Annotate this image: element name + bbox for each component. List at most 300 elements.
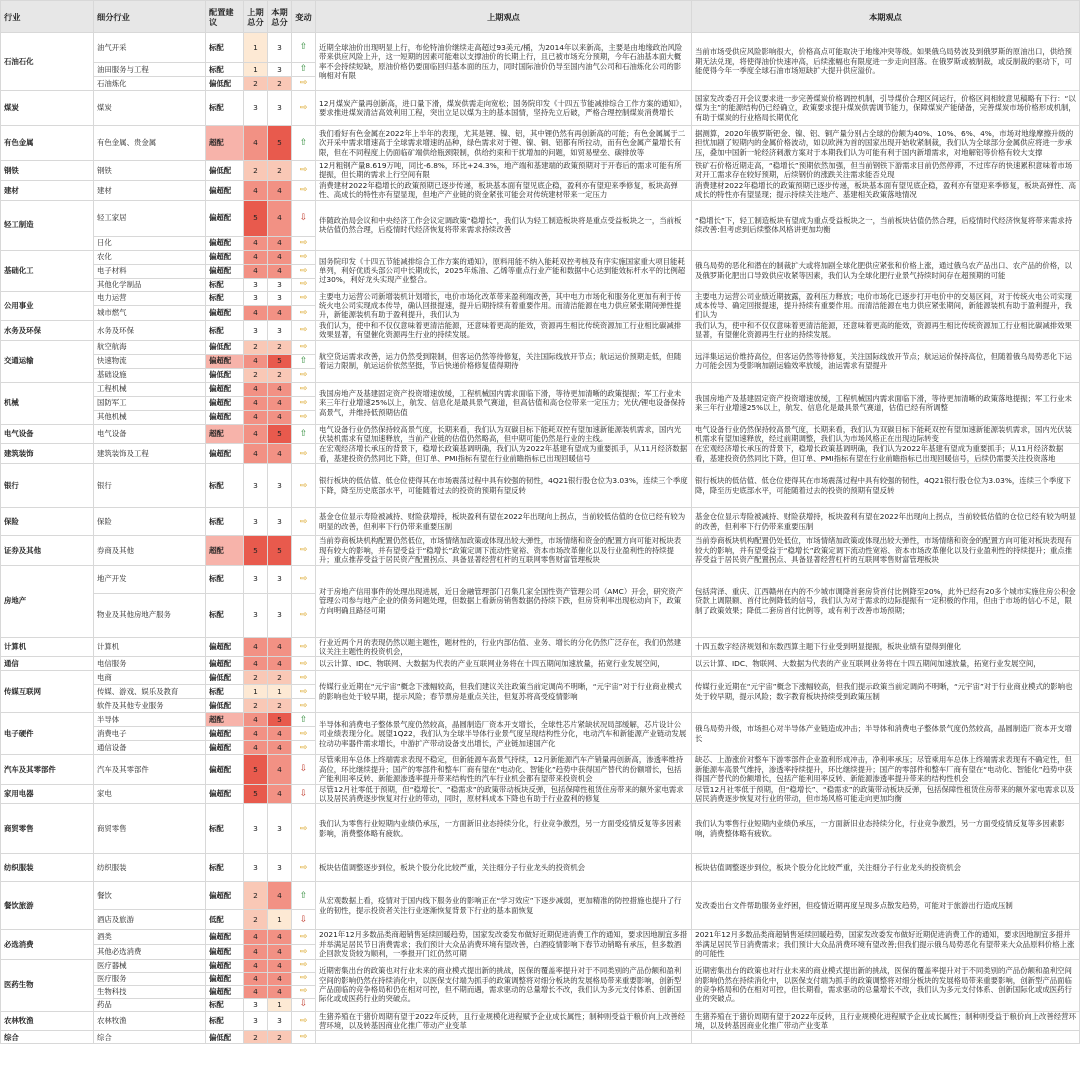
current-view-text: 远洋集运运价维持高位，但客运仍然等待修复，关注国际线放开节点；航运运价保持高位，但随着俄乌局势恶化下运力可能会因为受影响加剧运输效率放缓，油运需求有望提升 xyxy=(692,340,1080,382)
sub-industry-name: 油田服务与工程 xyxy=(94,63,206,77)
prev-total-score: 4 xyxy=(244,126,268,161)
sub-industry-name: 基础设施 xyxy=(94,368,206,382)
table-row xyxy=(1,755,1080,784)
prev-total-score: 2 xyxy=(244,699,268,713)
sub-industry-name: 航空航海 xyxy=(94,340,206,354)
change-eq-icon: ⇨ xyxy=(299,516,308,527)
sub-industry-name: 家电 xyxy=(94,784,206,804)
prev-total-score: 4 xyxy=(244,657,268,671)
current-view-text: 以云计算、IDC、物联网、大数据为代表的产业互联网业务将在十四五期间加速放量，拓宽行业发展空间， xyxy=(692,657,1080,671)
prev-total-score: 3 xyxy=(244,464,268,508)
current-view-text: 板块估值调整逐步到位，板块个股分化比较严重，关注细分子行业龙头的投资机会 xyxy=(692,854,1080,882)
industry-name: 有色金属 xyxy=(1,126,94,161)
previous-view-text: 生猪养殖在于猪价周期有望于2022年反转，且行业规模化进程赋予企业成长属性；制种则受益于粮价向上改善经营环境，以及转基因商业化推广带动产业变革 xyxy=(316,1011,692,1031)
allocation-advice: 偏超配 xyxy=(206,985,244,998)
sub-industry-name: 生物科技 xyxy=(94,985,206,998)
industry-name: 汽车及其零部件 xyxy=(1,755,94,784)
previous-view-text: 我们认为零售行业短期内业绩仍承压，一方面新旧业态持续分化，行业竞争激烈，另一方面受疫情反复等多因素影响，消费整体略有疲软。 xyxy=(316,804,692,854)
change-cell xyxy=(292,382,316,396)
change-eq-icon: ⇨ xyxy=(299,411,308,422)
header-cur-view: 本期观点 xyxy=(692,1,1080,33)
prev-total-score: 4 xyxy=(244,985,268,998)
change-up-icon: ⇧ xyxy=(299,890,308,901)
allocation-advice: 超配 xyxy=(206,713,244,727)
allocation-advice: 标配 xyxy=(206,685,244,699)
allocation-advice: 标配 xyxy=(206,320,244,340)
previous-view-text: 主要电力运营公司新增装机计划增长，电价市场化改革带来盈利端改善，其中电力市场化和服务化更加有利于传统火电公司实现成本传导，确认回报提速，提升后期持续有着重要作用。而清洁能源在电力供应紧张期间弹性提升，新能源装机有助于盈利提升，我们认为 xyxy=(316,291,692,320)
change-cell xyxy=(292,250,316,264)
change-eq-icon: ⇨ xyxy=(299,369,308,380)
current-view-text: 消费建材2022年稳增长的政策预期已逐步传递，板块基本面有望见底企稳，盈利亦有望迎来季修复，板块高弹性、高成长的特性亦有望显现；提示持续关注地产、基建相关政策落地情况 xyxy=(692,180,1080,200)
prev-total-score: 4 xyxy=(244,944,268,959)
table-row xyxy=(1,536,1080,565)
current-view-text: 缺芯、上游涨价对整车下游零部件企业盈利形成冲击，净利率承压；尽管乘用车总体上终端需求表现有不确定性，但新能源车高景气维持，渗透率持续提升，环比继续提升；国产的零部件和整车厂商有望在“电动化、智能化”趋势中获得国产替代的份额增长，包括产能利用率反转、新能源渗透率提升带来的结构性机会 xyxy=(692,755,1080,784)
change-eq-icon: ⇨ xyxy=(299,672,308,683)
current-view-text: 当前券商板块机构配置仍处低位，市场情绪加政策或体现出较大弹性，市场情绪和资金的配置方向可能对板块表现有较大的影响，并有望受益于“稳增长”政策定调下流动性宽裕、资本市场改革催化以及行业盈利性的持续提升；重点推荐受益于居民资产配置拐点、具备显著经营杠杆的互联网零售财富管理板块 xyxy=(692,536,1080,565)
change-eq-icon: ⇨ xyxy=(299,946,308,957)
industry-name: 综合 xyxy=(1,1031,94,1044)
cur-total-score: 3 xyxy=(268,565,292,593)
cur-total-score: 4 xyxy=(268,882,292,910)
prev-total-score: 3 xyxy=(244,998,268,1011)
change-cell xyxy=(292,741,316,755)
allocation-advice: 偏超配 xyxy=(206,930,244,945)
change-up-icon: ⇧ xyxy=(299,355,308,366)
table-row xyxy=(1,508,1080,536)
prev-total-score: 5 xyxy=(244,755,268,784)
previous-view-text: 12月粗钢产量8.619万吨，同比-6.8%，环比+24.3%，地产端和基建端的政策预期对于开春后的需求可能有所提振，但长期的需求上行空间有限 xyxy=(316,161,692,181)
table-row xyxy=(1,91,1080,126)
previous-view-text: 行业近两个月的表现仍然以题主题性，题材性的，行业内部估值、业务、增长的分化仍然广泛存在，我们仍然建议关注主题性的投资机会， xyxy=(316,637,692,657)
prev-total-score: 4 xyxy=(244,305,268,320)
prev-total-score: 4 xyxy=(244,354,268,368)
table-row xyxy=(1,1031,1080,1044)
previous-view-text: 航空货运需求改善，运力仍然受到限制，但客运仍然等待修复，关注国际线放开节点；航运运价预期走低，但随着运力限制，航运运价依然坚挺，节后快递价格修复值得期待 xyxy=(316,340,692,382)
industry-name: 房地产 xyxy=(1,565,94,637)
previous-view-text: 电气设备行业仍然保持较高景气度，长期来看，我们认为双碳目标下能耗双控有望加速新能源装机需求，国内光伏装机需求有望加速释放，当前产业链的估值仍然略高，但中期可能仍然是行业的主线。 xyxy=(316,424,692,444)
previous-view-text: 以云计算、IDC、物联网、大数据为代表的产业互联网业务将在十四五期间加速放量，拓宽行业发展空间， xyxy=(316,657,692,671)
change-cell xyxy=(292,998,316,1011)
change-dn-icon: ⇩ xyxy=(299,914,308,925)
sub-industry-name: 有色金属、贵金属 xyxy=(94,126,206,161)
change-eq-icon: ⇨ xyxy=(299,165,308,176)
sub-industry-name: 酒类 xyxy=(94,930,206,945)
table-header-row xyxy=(1,1,1080,33)
table-row xyxy=(1,250,1080,264)
change-cell xyxy=(292,91,316,126)
sub-industry-name: 其他机械 xyxy=(94,410,206,424)
cur-total-score: 4 xyxy=(268,236,292,250)
industry-name: 保险 xyxy=(1,508,94,536)
previous-view-text: 2021年12月多数品类商超销售延续回暖趋势，国家发改委发布做好近期促进消费工作的通知，要求因地制宜多措并举满足居民节日消费需求；我们预计大众品消费环境有望改善，白酒疫情影响下春节动销略有承压，但多数酒企回款发货较为顺利，一季报开门红仍然可期 xyxy=(316,930,692,959)
sub-industry-name: 纺织服装 xyxy=(94,854,206,882)
change-cell xyxy=(292,236,316,250)
change-cell xyxy=(292,180,316,200)
prev-total-score: 3 xyxy=(244,91,268,126)
current-view-text: 铁矿石价格近期走高，“稳增长”预期依然加强，但当前钢铁下游需求目前仍然停滞，不过库存的快速累积意味着市场对开工需求存在较好预期，后续钢价的涨跌关注需求能否兑现 xyxy=(692,161,1080,181)
industry-name: 农林牧渔 xyxy=(1,1011,94,1031)
change-cell xyxy=(292,464,316,508)
cur-total-score: 4 xyxy=(268,727,292,741)
allocation-advice: 标配 xyxy=(206,278,244,291)
change-eq-icon: ⇨ xyxy=(299,448,308,459)
allocation-advice: 偏超配 xyxy=(206,882,244,910)
table-row xyxy=(1,959,1080,972)
cur-total-score: 2 xyxy=(268,368,292,382)
cur-total-score: 4 xyxy=(268,784,292,804)
sub-industry-name: 软件及其他专业服务 xyxy=(94,699,206,713)
allocation-advice: 偏低配 xyxy=(206,368,244,382)
allocation-advice: 标配 xyxy=(206,1011,244,1031)
change-cell xyxy=(292,727,316,741)
change-eq-icon: ⇨ xyxy=(299,742,308,753)
current-view-text: 我们认为零售行业短期内业绩仍承压，一方面新旧业态持续分化，行业竞争激烈，另一方面受疫情反复等多因素影响，消费整体略有疲软。 xyxy=(692,804,1080,854)
prev-total-score: 2 xyxy=(244,910,268,930)
industry-name: 轻工制造 xyxy=(1,200,94,250)
change-cell xyxy=(292,930,316,945)
cur-total-score: 3 xyxy=(268,464,292,508)
change-cell xyxy=(292,424,316,444)
allocation-advice: 偏超配 xyxy=(206,264,244,278)
allocation-advice: 标配 xyxy=(206,33,244,63)
change-cell xyxy=(292,410,316,424)
sub-industry-name: 券商及其他 xyxy=(94,536,206,565)
industry-name: 水务及环保 xyxy=(1,320,94,340)
cur-total-score: 2 xyxy=(268,161,292,181)
current-view-text: 我国房地产及基建固定资产投资增速放缓，工程机械国内需求面临下滑，等待更加清晰的政策落地提振；军工行业未来三年行业增速25%以上，航发、信息化是最具景气赛道，估值已经有所调整 xyxy=(692,382,1080,424)
change-cell xyxy=(292,444,316,464)
allocation-advice: 偏超配 xyxy=(206,200,244,236)
change-eq-icon: ⇨ xyxy=(299,658,308,669)
cur-total-score: 2 xyxy=(268,671,292,685)
table-row xyxy=(1,565,1080,593)
previous-view-text: 板块估值调整逐步到位，板块个股分化比较严重，关注细分子行业龙头的投资机会 xyxy=(316,854,692,882)
change-cell xyxy=(292,77,316,91)
change-eq-icon: ⇨ xyxy=(299,341,308,352)
industry-name: 钢铁 xyxy=(1,161,94,181)
allocation-advice: 偏超配 xyxy=(206,944,244,959)
prev-total-score: 1 xyxy=(244,63,268,77)
sub-industry-name: 电信服务 xyxy=(94,657,206,671)
cur-total-score: 4 xyxy=(268,382,292,396)
sub-industry-name: 消费电子 xyxy=(94,727,206,741)
allocation-advice: 偏低配 xyxy=(206,77,244,91)
cur-total-score: 3 xyxy=(268,593,292,637)
current-view-text: 传媒行业近期在“元宇宙”概念下涨幅较高，但我们提示政策当前定调尚不明晰，“元宇宙”对于行业商业模式的影响也处于较早期，提示风险；数字教育板块持续受到政策压制 xyxy=(692,671,1080,713)
sub-industry-name: 通信设备 xyxy=(94,741,206,755)
change-eq-icon: ⇨ xyxy=(299,960,308,971)
allocation-advice: 偏低配 xyxy=(206,1031,244,1044)
allocation-advice: 偏超配 xyxy=(206,741,244,755)
allocation-advice: 标配 xyxy=(206,593,244,637)
current-view-text: 尽管12月社零低于预期，但“稳增长”、“稳需求”的政策带动板块反弹，包括保障性租赁住房带来的额外家电需求以及居民消费逐步恢复对行业的带动，但市场风格可能走向更加均衡 xyxy=(692,784,1080,804)
sub-industry-name: 商贸零售 xyxy=(94,804,206,854)
industry-name: 医药生物 xyxy=(1,959,94,1011)
change-eq-icon: ⇨ xyxy=(299,480,308,491)
cur-total-score: 1 xyxy=(268,998,292,1011)
sub-industry-name: 医疗服务 xyxy=(94,972,206,985)
previous-view-text: 传媒行业近期在“元宇宙”概念下涨幅较高，但我们建议关注政策当前定调尚不明晰，“元宇宙”对于行业商业模式的影响也处于较早期，提示风险；春节票房是重点关注，但复苏将高受疫情影响 xyxy=(316,671,692,713)
change-cell xyxy=(292,368,316,382)
change-eq-icon: ⇨ xyxy=(299,823,308,834)
sub-industry-name: 电子材料 xyxy=(94,264,206,278)
change-eq-icon: ⇨ xyxy=(299,325,308,336)
table-row xyxy=(1,464,1080,508)
prev-total-score: 4 xyxy=(244,959,268,972)
industry-name: 证券及其他 xyxy=(1,536,94,565)
change-cell xyxy=(292,593,316,637)
allocation-advice: 偏超配 xyxy=(206,354,244,368)
change-eq-icon: ⇨ xyxy=(299,102,308,113)
change-cell xyxy=(292,804,316,854)
sub-industry-name: 日化 xyxy=(94,236,206,250)
change-eq-icon: ⇨ xyxy=(299,862,308,873)
sub-industry-name: 煤炭 xyxy=(94,91,206,126)
cur-total-score: 4 xyxy=(268,180,292,200)
table-row xyxy=(1,161,1080,181)
table-row xyxy=(1,33,1080,63)
cur-total-score: 4 xyxy=(268,264,292,278)
industry-name: 商贸零售 xyxy=(1,804,94,854)
change-cell xyxy=(292,340,316,354)
change-eq-icon: ⇨ xyxy=(299,973,308,984)
cur-total-score: 2 xyxy=(268,699,292,713)
prev-total-score: 2 xyxy=(244,882,268,910)
change-eq-icon: ⇨ xyxy=(299,279,308,290)
change-eq-icon: ⇨ xyxy=(299,641,308,652)
industry-name: 基础化工 xyxy=(1,250,94,291)
prev-total-score: 5 xyxy=(244,200,268,236)
table-row xyxy=(1,320,1080,340)
header-industry: 行业 xyxy=(1,1,94,33)
change-dn-icon: ⇩ xyxy=(299,999,308,1010)
prev-total-score: 4 xyxy=(244,727,268,741)
allocation-advice: 偏超配 xyxy=(206,236,244,250)
prev-total-score: 3 xyxy=(244,320,268,340)
sub-industry-name: 油气开采 xyxy=(94,33,206,63)
table-row xyxy=(1,671,1080,685)
table-row xyxy=(1,882,1080,910)
industry-name: 机械 xyxy=(1,382,94,424)
sub-industry-name: 电力运营 xyxy=(94,291,206,305)
change-eq-icon: ⇨ xyxy=(299,185,308,196)
previous-view-text: 我们看好有色金属在2022年上半年的表现，尤其是锂、镍、铝，其中锂仍然有再创新高的可能；有色金属属于二次开采中需求增速高于全球需求增速的品种，绿色需求对于锂、镍、铜、铝都有所拉动，而有色金属产量增长有限，但在不同程度上仍面临矿端供给瓶颈限制，供给约束和干扰增加的问题，如贸易壁垒、碳排放等 xyxy=(316,126,692,161)
cur-total-score: 5 xyxy=(268,536,292,565)
cur-total-score: 4 xyxy=(268,755,292,784)
allocation-advice: 偏超配 xyxy=(206,180,244,200)
table-row xyxy=(1,1011,1080,1031)
allocation-advice: 标配 xyxy=(206,508,244,536)
allocation-advice: 偏超配 xyxy=(206,410,244,424)
change-eq-icon: ⇨ xyxy=(299,986,308,997)
allocation-advice: 标配 xyxy=(206,291,244,305)
cur-total-score: 3 xyxy=(268,91,292,126)
allocation-advice: 偏超配 xyxy=(206,727,244,741)
previous-view-text: 基金仓位显示寿险被减持、财险获增持，板块盈利有望在2022年出现向上拐点，当前较低估值的仓位已经有较为明显的改善，但利率下行仍带来重要压制 xyxy=(316,508,692,536)
allocation-advice: 超配 xyxy=(206,536,244,565)
prev-total-score: 4 xyxy=(244,444,268,464)
previous-view-text: 我们认为，使中和不仅仅意味着更清洁能源，还意味着更高的能效，资源再生相比传统资源加工行业相比碳减排效果显著，有望催化资源再生行业的持续发展。 xyxy=(316,320,692,340)
change-cell xyxy=(292,291,316,305)
allocation-advice: 标配 xyxy=(206,63,244,77)
change-cell xyxy=(292,200,316,236)
cur-total-score: 4 xyxy=(268,250,292,264)
previous-view-text: 消费建材2022年稳增长的政策预期已逐步传递，板块基本面有望见底企稳，盈利亦有望迎来季修复，板块高弹性、高成长的特性亦有望显现，但地产产业链的资金紧张可能会对传统建材带来一定压力 xyxy=(316,180,692,200)
sub-industry-name: 传媒、游戏、娱乐及教育 xyxy=(94,685,206,699)
prev-total-score: 4 xyxy=(244,382,268,396)
cur-total-score: 3 xyxy=(268,508,292,536)
change-cell xyxy=(292,944,316,959)
prev-total-score: 4 xyxy=(244,637,268,657)
current-view-text: 电气设备行业仍然保持较高景气度，长期来看，我们认为双碳目标下能耗双控有望加速新能源装机需求，国内光伏装机需求有望加速释放，经过前期调整，我们认为市场风格正在出现边际转变 xyxy=(692,424,1080,444)
header-cur-score: 本期总分 xyxy=(268,1,292,33)
allocation-advice: 偏超配 xyxy=(206,959,244,972)
header-change: 变动 xyxy=(292,1,316,33)
change-cell xyxy=(292,1011,316,1031)
table-body xyxy=(1,33,1080,1044)
allocation-advice: 标配 xyxy=(206,998,244,1011)
change-cell xyxy=(292,278,316,291)
cur-total-score: 4 xyxy=(268,396,292,410)
industry-name: 计算机 xyxy=(1,637,94,657)
change-cell xyxy=(292,637,316,657)
allocation-advice: 偏低配 xyxy=(206,699,244,713)
table-row xyxy=(1,126,1080,161)
sub-industry-name: 工程机械 xyxy=(94,382,206,396)
sub-industry-name: 轻工家居 xyxy=(94,200,206,236)
industry-name: 电气设备 xyxy=(1,424,94,444)
change-eq-icon: ⇨ xyxy=(299,931,308,942)
cur-total-score: 3 xyxy=(268,804,292,854)
previous-view-text: 尽管12月社零低于预期，但“稳增长”、“稳需求”的政策带动板块反弹，包括保障性租赁住房带来的额外家电需求以及居民消费逐步恢复对行业的带动，同时，原材料成本下降也有助于行业盈利的修复 xyxy=(316,784,692,804)
current-view-text: 国家发改委召开会议要求进一步完善煤炭价格调控机制，引导煤价合理区间运行，价格区间相较意见稿略有下行：“以煤为主”的能源结构仍已经确立，政策要求提升煤炭供需调节能力，保障煤炭产能储备，完善煤炭市场价格形成机制，有助于煤炭的行业格局长期优化 xyxy=(692,91,1080,126)
sub-industry-name: 快速物流 xyxy=(94,354,206,368)
prev-total-score: 4 xyxy=(244,236,268,250)
change-cell xyxy=(292,320,316,340)
allocation-advice: 偏超配 xyxy=(206,637,244,657)
prev-total-score: 4 xyxy=(244,424,268,444)
industry-name: 必选消费 xyxy=(1,930,94,959)
current-view-text: 十四五数字经济规划和东数西算主题下行业受到明显提振，板块业绩有望得到催化 xyxy=(692,637,1080,657)
change-dn-icon: ⇩ xyxy=(299,212,308,223)
cur-total-score: 4 xyxy=(268,741,292,755)
prev-total-score: 4 xyxy=(244,180,268,200)
change-cell xyxy=(292,755,316,784)
allocation-advice: 超配 xyxy=(206,424,244,444)
allocation-advice: 偏超配 xyxy=(206,250,244,264)
change-up-icon: ⇧ xyxy=(299,428,308,439)
sub-industry-name: 餐饮 xyxy=(94,882,206,910)
allocation-advice: 偏超配 xyxy=(206,444,244,464)
current-view-text: 主要电力运营公司业绩近期披露，盈利压力释放；电价市场化已逐步打开电价中的交易区间，对于传统火电公司实现成本传导、确定回报提速，提升持续有重要作用。而清洁能源在电力供应紧张期间，新能源装机有助于盈利提升，我们认为 xyxy=(692,291,1080,320)
sub-industry-name: 水务及环保 xyxy=(94,320,206,340)
industry-name: 建材 xyxy=(1,180,94,200)
cur-total-score: 1 xyxy=(268,910,292,930)
table-row xyxy=(1,180,1080,200)
prev-total-score: 1 xyxy=(244,685,268,699)
sub-industry-name: 其他必选消费 xyxy=(94,944,206,959)
previous-view-text: 半导体和消费电子整体景气度仍然较高，晶圆制造厂资本开支增长，全球性芯片紧缺状况局部缓解，芯片设计公司业绩表现分化。展望1Q22，我们认为全球半导体行业景气度呈现结构性分化，电动汽车和新能源产业链动发展拉动功率器件需求增长，中游扩产带动设备支出增长，产业链加速国产化 xyxy=(316,713,692,755)
prev-total-score: 4 xyxy=(244,264,268,278)
prev-total-score: 4 xyxy=(244,930,268,945)
prev-total-score: 1 xyxy=(244,33,268,63)
prev-total-score: 4 xyxy=(244,741,268,755)
change-cell xyxy=(292,508,316,536)
table-row xyxy=(1,804,1080,854)
prev-total-score: 2 xyxy=(244,1031,268,1044)
prev-total-score: 2 xyxy=(244,340,268,354)
prev-total-score: 2 xyxy=(244,671,268,685)
industry-name: 餐饮旅游 xyxy=(1,882,94,930)
table-row xyxy=(1,200,1080,236)
allocation-advice: 标配 xyxy=(206,804,244,854)
cur-total-score: 1 xyxy=(268,685,292,699)
cur-total-score: 5 xyxy=(268,424,292,444)
change-eq-icon: ⇨ xyxy=(299,1015,308,1026)
change-cell xyxy=(292,972,316,985)
change-cell xyxy=(292,882,316,910)
prev-total-score: 3 xyxy=(244,291,268,305)
sub-industry-name: 石油炼化 xyxy=(94,77,206,91)
sub-industry-name: 城市燃气 xyxy=(94,305,206,320)
prev-total-score: 4 xyxy=(244,972,268,985)
cur-total-score: 4 xyxy=(268,959,292,972)
change-cell xyxy=(292,854,316,882)
allocation-advice: 超配 xyxy=(206,126,244,161)
change-cell xyxy=(292,784,316,804)
allocation-advice: 偏低配 xyxy=(206,671,244,685)
cur-total-score: 4 xyxy=(268,444,292,464)
cur-total-score: 5 xyxy=(268,713,292,727)
change-eq-icon: ⇨ xyxy=(299,397,308,408)
change-cell xyxy=(292,126,316,161)
table-row xyxy=(1,784,1080,804)
cur-total-score: 3 xyxy=(268,33,292,63)
industry-name: 纺织服装 xyxy=(1,854,94,882)
allocation-advice: 偏超配 xyxy=(206,972,244,985)
previous-view-text: 从宏观数据上看，疫情对于国内线下服务业的影响正在“学习效应”下逐步减弱，更加精准的防控措施也提升了行业的韧性，提示投资者关注行业逐渐恢复背景下行业的基本面恢复 xyxy=(316,882,692,930)
change-cell xyxy=(292,685,316,699)
header-prev-view: 上期观点 xyxy=(316,1,692,33)
sub-industry-name: 其他化学制品 xyxy=(94,278,206,291)
change-eq-icon: ⇨ xyxy=(299,307,308,318)
table-row xyxy=(1,713,1080,727)
change-up-icon: ⇧ xyxy=(299,64,308,75)
allocation-advice: 标配 xyxy=(206,91,244,126)
change-eq-icon: ⇨ xyxy=(299,1032,308,1043)
cur-total-score: 2 xyxy=(268,77,292,91)
current-view-text: 包括菏泽、重庆、江西赣州在内的不少城市调降首套房贷首付比例降至20%，此外已经有20多个城市实施住房公积金贷款上调限额、首付比例降低的信号，我们认为对于需求的边际提振有一定积极的作用，但由于市场的信心不足，限制了政策效果；降低二套房首付比例等，或有利于改善市场预期； xyxy=(692,565,1080,637)
change-cell xyxy=(292,671,316,685)
current-view-text: 我们认为，使中和不仅仅意味着更清洁能源，还意味着更高的能效，资源再生相比传统资源加工行业相比碳减排效果显著，有望催化资源再生行业的持续发展。 xyxy=(692,320,1080,340)
previous-view-text: 在宏观经济增长承压的背景下，稳增长政策基调明确，我们认为2022年基建有望成为重要抓手，从11月经济数据看，基建投资仍然同比下降，但订单、PMI指标有望在行业前瞻指标已出现回暖信号 xyxy=(316,444,692,464)
sub-industry-name: 地产开发 xyxy=(94,565,206,593)
industry-name: 通信 xyxy=(1,657,94,671)
change-cell xyxy=(292,959,316,972)
table-row xyxy=(1,637,1080,657)
cur-total-score: 4 xyxy=(268,972,292,985)
previous-view-text: 近期全球油价出现明显上行，布伦特油价继续走高超过93美元/桶，为2014年以来新高，主要是由地缘政治风险带来供应风险上升，这一短期的因素可能难以支撑油价的长期上行，且已被市场充分预期，今年石油基本面大概率不会持续短缺，原油价格仍要面临回归基本面的压力，同时国际油价仍导至国内油气公司和石油炼化公司的影响相对有限 xyxy=(316,33,692,91)
cur-total-score: 4 xyxy=(268,305,292,320)
sub-industry-name: 药品 xyxy=(94,998,206,1011)
industry-name: 煤炭 xyxy=(1,91,94,126)
cur-total-score: 3 xyxy=(268,854,292,882)
previous-view-text: 伴随政治局会议和中央经济工作会议定调政策“稳增长”，我们认为轻工制造板块将是重点受益板块之一，当前板块估值仍然合理，后疫情时代经济恢复将带来需求持续改善 xyxy=(316,200,692,250)
change-eq-icon: ⇨ xyxy=(299,383,308,394)
cur-total-score: 4 xyxy=(268,637,292,657)
previous-view-text: 对于房地产信用事件的处理出现进展，近日金融管理部门召集几家全国性资产管理公司（AMC）开会，研究资产管理公司参与地产企业的债务问题处理，但数据上看新房销售数据仍持续下跌，但房贷利率出现松动向下，政策方向明确且路径可期 xyxy=(316,565,692,637)
change-eq-icon: ⇨ xyxy=(299,265,308,276)
